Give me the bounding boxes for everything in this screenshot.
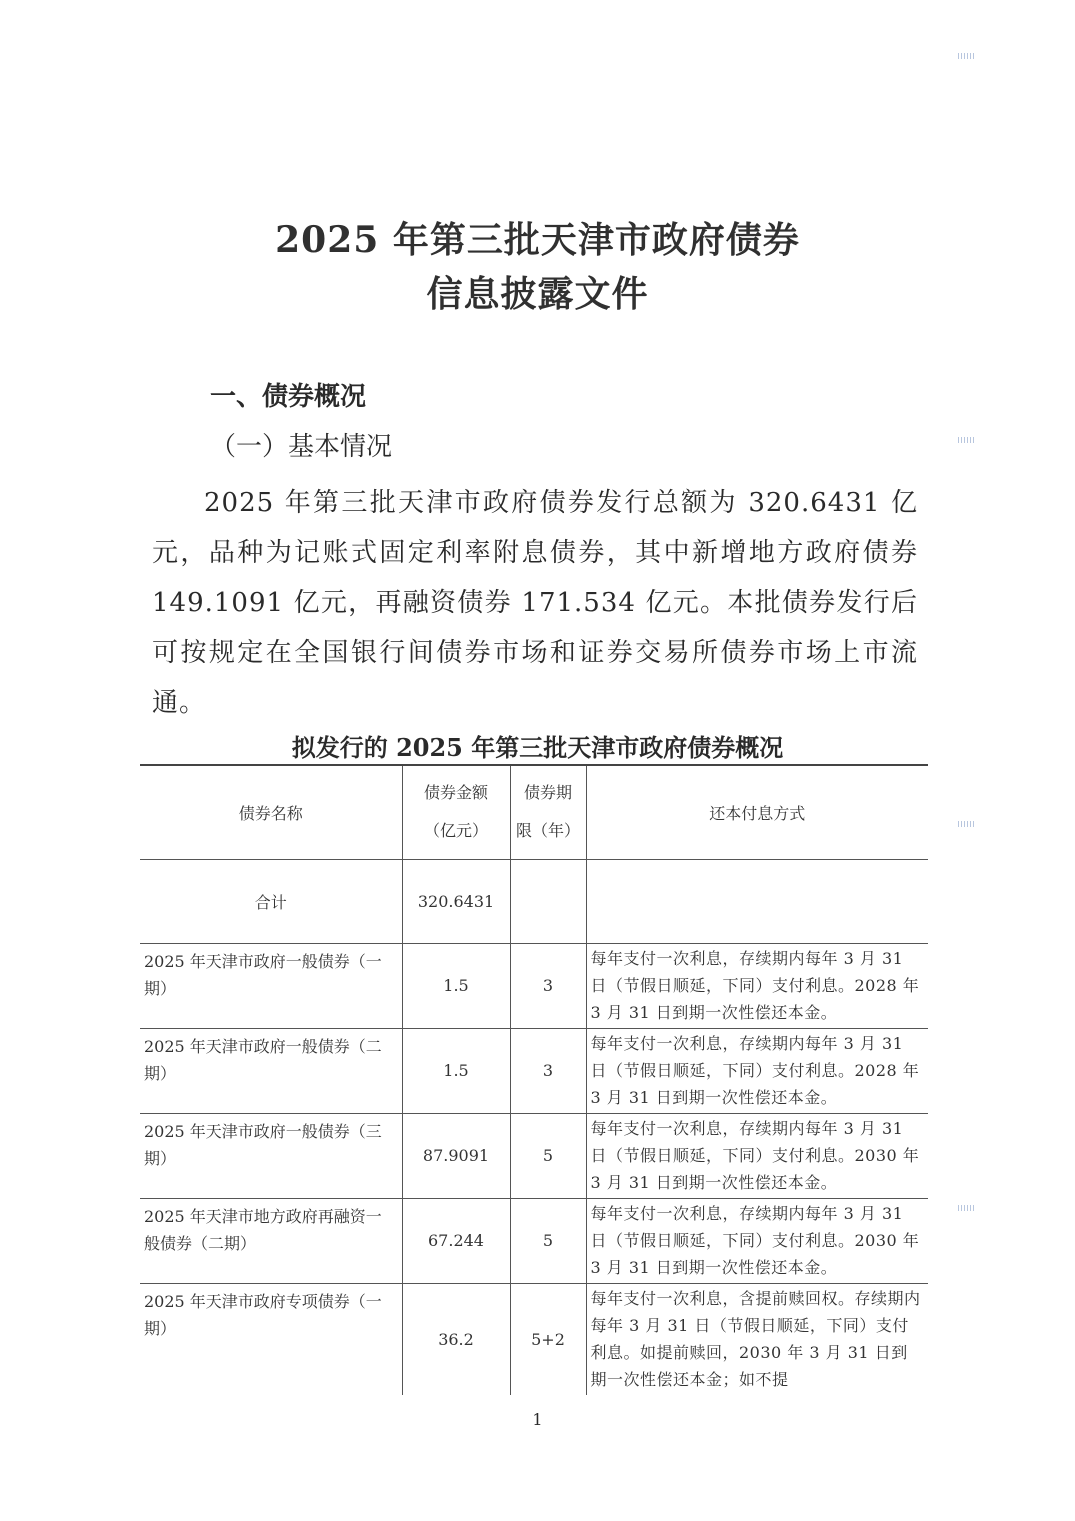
bond-amount: 36.2: [402, 1283, 510, 1395]
bond-overview-table: [140, 764, 928, 1395]
bond-repayment: 每年支付一次利息，存续期内每年 3 月 31 日（节假日顺延，下同）支付利息。2028 年 3 月 31 日到期一次性偿还本金。: [590, 1034, 920, 1107]
perforation-mark: [958, 812, 992, 818]
header-term-line2: 限（年）: [515, 821, 580, 841]
total-repayment: [586, 859, 928, 943]
table-caption: 拟发行的 2025 年第三批天津市政府债券概况: [291, 733, 784, 762]
total-label: 合计: [140, 859, 402, 943]
bond-amount: 87.9091: [402, 1113, 510, 1198]
bond-term: 5: [510, 1198, 586, 1283]
header-amount: [402, 765, 510, 859]
perforation-mark: [958, 1196, 992, 1202]
bond-repayment: 每年支付一次利息，存续期内每年 3 月 31 日（节假日顺延，下同）支付利息。2030 年 3 月 31 日到期一次性偿还本金。: [590, 1204, 920, 1277]
table-row: [140, 1113, 928, 1198]
bond-repayment: 每年支付一次利息，存续期内每年 3 月 31 日（节假日顺延，下同）支付利息。2028 年 3 月 31 日到期一次性偿还本金。: [590, 949, 920, 1022]
header-term-line1: 债券期: [523, 783, 572, 803]
table-total-row: [140, 859, 928, 943]
document-title-line1: 2025 年第三批天津市政府债券: [275, 219, 800, 261]
total-amount: 320.6431: [402, 859, 510, 943]
table-row: [140, 943, 928, 1028]
basic-info-paragraph: 2025 年第三批天津市政府债券发行总额为 320.6431 亿元，品种为记账式固定利率附息债券，其中新增地方政府债券 149.1091 亿元，再融资债券 171.534 亿元。本批债券发行后可按规定在全国银行间债券市场和证券交易所债券市场上市流通。: [152, 488, 918, 718]
header-repayment: 还本付息方式: [709, 803, 806, 823]
bond-name: 2025 年天津市政府一般债券（一期）: [140, 943, 402, 1028]
section-heading: 一、债券概况: [210, 382, 367, 412]
bond-amount: 1.5: [402, 943, 510, 1028]
bond-amount: 67.244: [402, 1198, 510, 1283]
bond-term: 5: [510, 1113, 586, 1198]
table-header-row: [140, 765, 928, 859]
subsection-heading: （一）基本情况: [210, 432, 393, 462]
bond-term: 5+2: [510, 1283, 586, 1395]
table-row: [140, 1198, 928, 1283]
page-number: 1: [532, 1410, 543, 1429]
bond-term: 3: [510, 1028, 586, 1113]
table-row: [140, 1028, 928, 1113]
document-title-line2: 信息披露文件: [426, 273, 649, 315]
bond-name: 2025 年天津市政府专项债券（一期）: [140, 1283, 402, 1395]
total-term: [510, 859, 586, 943]
header-amount-line2: （亿元）: [423, 821, 488, 841]
bond-name: 2025 年天津市政府一般债券（二期）: [140, 1028, 402, 1113]
bond-repayment: 每年支付一次利息，含提前赎回权。存续期内每年 3 月 31 日（节假日顺延，下同）支付利息。如提前赎回，2030 年 3 月 31 日到期一次性偿还本金；如不提: [590, 1289, 921, 1390]
bond-name: 2025 年天津市政府一般债券（三期）: [140, 1113, 402, 1198]
perforation-mark: [958, 44, 992, 50]
perforation-mark: [958, 428, 992, 434]
header-amount-line1: 债券金额: [423, 783, 488, 803]
bond-name: 2025 年天津市地方政府再融资一般债券（二期）: [140, 1198, 402, 1283]
header-bond-name: 债券名称: [140, 765, 402, 859]
bond-amount: 1.5: [402, 1028, 510, 1113]
bond-repayment: 每年支付一次利息，存续期内每年 3 月 31 日（节假日顺延，下同）支付利息。2030 年 3 月 31 日到期一次性偿还本金。: [590, 1119, 920, 1192]
header-term: [510, 765, 586, 859]
table-row: [140, 1283, 928, 1395]
bond-term: 3: [510, 943, 586, 1028]
